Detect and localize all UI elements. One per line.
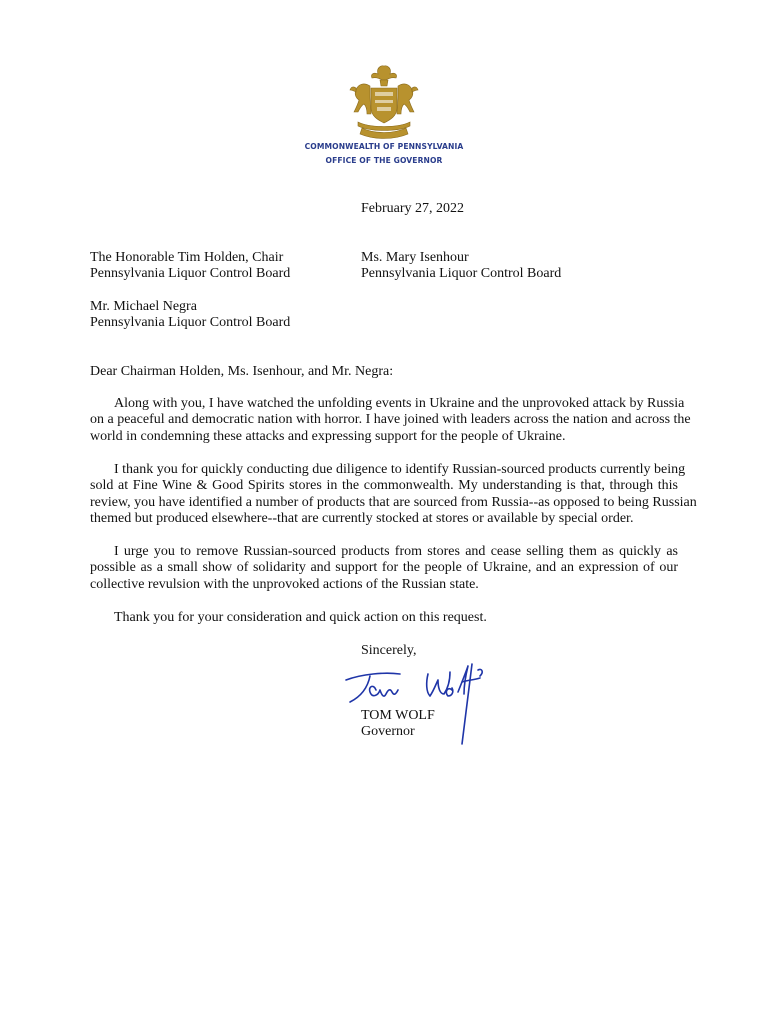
recipient-name: The Honorable Tim Holden, Chair	[90, 250, 284, 265]
salutation: Dear Chairman Holden, Ms. Isenhour, and Mr. Negra:	[90, 364, 394, 379]
body-line: I thank you for quickly conducting due diligence to identify Russian-sourced products currently being	[114, 462, 686, 477]
body-line: possible as a small show of solidarity and support for the people of Ukraine, and an expression of our	[90, 560, 678, 576]
body-line: review, you have identified a number of products that are sourced from Russia--as opposed to being Russian	[90, 494, 697, 510]
body-line: Along with you, I have watched the unfolding events in Ukraine and the unprovoked attack by Russia	[114, 396, 685, 411]
body-line: collective revulsion with the unprovoked actions of the Russian state.	[90, 576, 479, 592]
letterhead-office: OFFICE OF THE GOVERNOR	[325, 156, 443, 165]
body-line: sold at Fine Wine & Good Spirits stores in the commonwealth. My understanding is that, through this	[90, 478, 678, 494]
signatory-title: Governor	[361, 724, 415, 739]
body-paragraph	[90, 462, 697, 527]
recipient-name: Ms. Mary Isenhour	[361, 250, 469, 265]
recipient-org: Pennsylvania Liquor Control Board	[361, 266, 562, 281]
body-line: Thank you for your consideration and quick action on this request.	[114, 610, 487, 625]
body-paragraph	[90, 396, 691, 445]
signatory-name: TOM WOLF	[361, 708, 435, 723]
recipient-name: Mr. Michael Negra	[90, 299, 197, 314]
body-paragraph	[90, 544, 678, 593]
body-line: on a peaceful and democratic nation with horror. I have joined with leaders across the nation and across the	[90, 412, 691, 428]
pennsylvania-seal-logo	[334, 62, 434, 140]
recipient-org: Pennsylvania Liquor Control Board	[90, 315, 291, 330]
body-paragraph	[90, 610, 678, 626]
body-line: themed but produced elsewhere--that are currently stocked at stores or available by special order.	[90, 510, 634, 526]
letterhead-commonwealth: COMMONWEALTH OF PENNSYLVANIA	[304, 142, 464, 151]
body-line: world in condemning these attacks and expressing support for the people of Ukraine.	[90, 428, 566, 444]
letter-date: February 27, 2022	[361, 201, 465, 216]
body-line: I urge you to remove Russian-sourced products from stores and cease selling them as quickly as	[114, 544, 678, 559]
closing: Sincerely,	[361, 643, 417, 658]
recipient-org: Pennsylvania Liquor Control Board	[90, 266, 291, 281]
